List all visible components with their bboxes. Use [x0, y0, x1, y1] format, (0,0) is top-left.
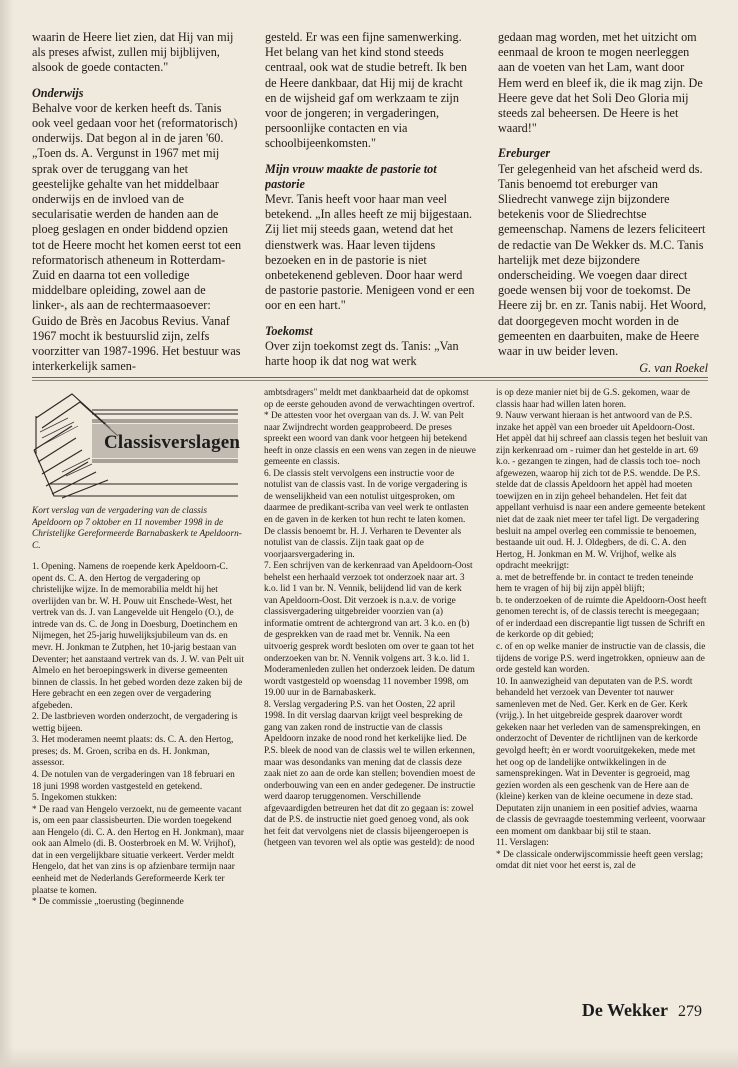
classis-banner-title: Classisverslagen: [104, 432, 241, 453]
subheading-onderwijs: Onderwijs: [32, 85, 84, 100]
report-item: a. met de betreffende br. in contact te treden teneinde hem te vragen of hij bij zijn appèl blijft;: [496, 572, 694, 595]
classis-column-2: [264, 388, 476, 988]
article-paragraph: gesteld. Er was een fijne samenwerking. Het belang van het kind stond steeds centraal, ook wat de studie betreft. Ik ben de Heere dankbaar, dat Hij mij de kracht en de wijsheid gaf om werkzaam te zijn voor de jongeren; in vergaderingen, persoonlijke contacten en via schoolbijeenkomsten.": [265, 30, 468, 151]
article-paragraph: Over zijn toekomst zegt ds. Tanis: „Van harte hoop ik dat nog wat werk: [265, 338, 459, 369]
report-item: * De classicale onderwijscommissie heeft geen verslag; omdat dit niet voor het eerst is, zal de: [496, 849, 704, 872]
report-item: ambtsdragers" meldt met dankbaarheid dat de opkomst op de eerste gehouden avond de verwachtingen overtrof.: [264, 388, 475, 410]
page-gutter-shadow: [0, 0, 14, 1068]
article-paragraph: Mevr. Tanis heeft voor haar man veel betekend. „In alles heeft ze mij bijgestaan. Zij liet mij steeds gaan, wetend dat het dienstwerk was. Haar leven tijdens bezoeken en in de pastorie is niet onbetekenend gebleven. Door haar werd de pastorie pastorie. Menigeen vond er een oor en een hart.": [265, 192, 475, 313]
report-item: 7. Een schrijven van de kerkenraad van Apeldoorn-Oost behelst een herhaald verzoek tot onderzoek naar art. 3 k.o. lid 1 van br. N. Vennik, belijdend lid van de kerk van Apeldoorn-Oost. Dit verzoek is n.a.v. de vorige classisvergadering uitgebreider voorzien van (a) informatie omtrent de achtergrond van art. 3 k.o. en (b) de gesprekken van de raad met br. Vennik. Na een uitvoerig gesprek wordt besloten om over te gaan tot het onderzoeken van br. N. Vennik volgens art. 3 k.o. lid 1. Moderamenleden zullen het onderzoek leiden. De datum wordt vastgesteld op woensdag 11 november 1998, om 19.00 uur in de Barnabaskerk.: [264, 561, 475, 699]
report-item: 8. Verslag vergadering P.S. van het Oosten, 22 april 1998. In dit verslag daarvan krijgt veel bespreking de gang van zaken rond de instructie van de classis Apeldoorn inzake de nood rond het kerkelijke lied. De P.S. bleek de nood van de classis wel te willen erkennen, maar was desondanks van mening dat de classis deze zaak niet zo aan de orde kan stellen; bovendien moest de onderbouwing van een en ander gedegener. De instructie werd daarop teruggenomen. Verschillende afgevaardigden betreuren het dat dit zo gegaan is: zowel dat de P.S. de instructie niet goed genoeg vond, als ook het feit dat vervolgens niet de classis bijeengeroepen is (hetgeen van tevoren wel als optie was gesteld): de nood: [264, 699, 476, 849]
author-signature: G. van Roekel: [639, 361, 708, 376]
report-item: 11. Verslagen:: [496, 838, 549, 849]
report-item: * De commissie „toerusting (beginnende: [32, 897, 184, 908]
report-item: * De attesten voor het overgaan van ds. J. W. van Pelt naar Zwijndrecht worden geapprobeerd. De preses spreekt een woord van dank voor hetgeen hij betekend heeft in onze classis en een wens van zegen in de nieuwe gemeente en classis.: [264, 411, 476, 468]
report-item: b. te onderzoeken of de ruimte die Apeldoorn-Oost heeft genomen terecht is, of de classis terecht is meegegaan; of er inderdaad een discrepantie ligt tussen de Schrift en de kerkorde op dit gebied;: [496, 595, 707, 641]
magazine-name: De Wekker: [581, 1000, 668, 1020]
page-footer: [582, 1000, 702, 1021]
classis-intro: Kort verslag van de vergadering van de classis Apeldoorn op 7 oktober en 11 november 1998 in de Christelijke Gereformeerde Barnabaskerk te Apeldoorn-C.: [32, 506, 242, 551]
page-bottom-shadow: [0, 1048, 738, 1068]
section-divider: [32, 377, 708, 378]
article-tanis: [32, 30, 708, 376]
report-item: c. of en op welke manier de instructie van de classis, die tijdens de vorige P.S. werd ingetrokken, opnieuw aan de orde gesteld kan worden.: [496, 642, 706, 676]
article-column-3: [498, 30, 708, 376]
report-item: 1. Opening. Namens de roepende kerk Apeldoorn-C. opent ds. C. A. den Hertog de vergadering op christelijke wijze. In de memorabilia meldt hij het overlijden van br. W. H. Pouw uit Enschede-West, het vertrek van ds. J. van Langevelde uit Hengelo (O.), de intrede van ds. C. de Jong in Doesburg, Doetinchem en Nijmegen, het 25-jarig huwelijksjubileum van ds. en mevr. H. Jonkman te Zutphen, het 10-jarig bestaan van Deventer; het aanstaand vertrek van ds. J. W. van Pelt uit Almelo en het beroepingswerk in diverse gemeenten binnen de classis. In het gebed worden deze zaken bij de Here gebracht en een zegen over de vergadering afgebeden.: [32, 562, 244, 711]
report-item: 10. In aanwezigheid van deputaten van de P.S. wordt behandeld het verzoek van Deventer tot nauwer samenleven met de Ned. Ger. Kerk en de Ger. Kerk (vrijg.). In het uitgebreide gesprek daarover wordt gekeken naar het verleden van de samensprekingen, en onderzocht of Deventer de richtlijnen van de kerkorde gevolgd heeft; èn er wordt vooruitgekeken, mede met het oog op de landelijke ontwikkelingen in de samensprekingen. Wat in Deventer is gegroeid, mag gezien worden als een geschenk van de Here aan de (kleine) kerken van de kleine oecumene in deze stad. Deputaten zijn unaniem in een positief advies, waarna de classis de gevraagde toestemming verleent, voorwaar een moment om dankbaar bij stil te staan.: [496, 676, 706, 837]
report-item: is op deze manier niet bij de G.S. gekomen, waar de classis haar had willen laten horen.: [496, 388, 690, 410]
subheading-toekomst: Toekomst: [265, 323, 313, 338]
classis-report: [32, 388, 708, 988]
report-item: 2. De lastbrieven worden onderzocht, de vergadering is wettig bijeen.: [32, 712, 238, 734]
classis-column-1: [32, 388, 244, 988]
article-paragraph: gedaan mag worden, met het uitzicht om eenmaal de kroon te mogen neerleggen aan de voeten van het Lam, want door Hem werd en bleef ik, die ik mag zijn. De Heere geve dat het Soli Deo Gloria mij steeds zal beheersen. De Heere is het waard!": [498, 30, 703, 136]
report-item: 9. Nauw verwant hieraan is het antwoord van de P.S. inzake het appèl van een broeder uit Apeldoorn-Oost. Het appèl dat hij schreef aan classis tegen het besluit van zijn kerkenraad om - ruimer dan het gestelde in art. 69 k.o. - gezangen te zingen, had de classis toch toe- noch afgewezen, waarop hij zich tot de P.S. wendde. De P.S. stelde dat de classis Apeldoorn het appèl had moeten toewijzen en in zijn geheel behandelen. Het feit dat appellant verhuisd is naar een andere gemeente betekent niet dat de zaak niet meer ter tafel ligt. De vergadering besluit na ampel overleg een commissie te benoemen, bestaande uit oud. H. J. Oldegbers, de di. C. A. den Hertog, H. Jonkman en M. W. Vrijhof, welke als opdracht meekrijgt:: [496, 411, 708, 572]
subheading-ereburger: Ereburger: [498, 146, 551, 161]
report-item: 6. De classis stelt vervolgens een instructie voor de notulist van de classis vast. In de vorige vergadering is de wenselijkheid van een notulist uitgesproken, om daarmee de predikant-scriba van veel werk te ontlasten en de gaven in de kerken tot hun recht te laten komen. De classis benoemt br. H. J. Verharen te Deventer als notulist van de classis. Zijn taak gaat op de voorjaarsvergadering in.: [264, 468, 469, 560]
article-column-1: [32, 30, 242, 376]
article-paragraph: Behalve voor de kerken heeft ds. Tanis ook veel gedaan voor het (reformatorisch) onderwijs. Dat begon al in de jaren '60. „Toen ds. A. Vergunst in 1967 met mij sprak over de teruggang van het geestelijke gehalte van het middelbaar onderwijs en de invloed van de secularisatie werden de handen aan de ploeg geslagen en onder biddend opzien tot de Heere mocht het komen eerst tot een reformatorisch atheneum in Rotterdam-Zuid en daarna tot een volledige middelbare opleiding, zowel aan de linker-, als aan de rechtermaasoever: Guido de Brès en Jacobus Revius. Vanaf 1967 mocht ik bestuurslid zijn, zelfs voorzitter van 1987-1996. Het bestuur was interkerkelijk samen-: [32, 100, 242, 374]
section-divider: [32, 380, 708, 381]
article-column-2: [265, 30, 475, 376]
report-item: * De raad van Hengelo verzoekt, nu de gemeente vacant is, om een paar classisbeurten. Die worden toegekend aan Hengelo (di. C. A. den Hertog en H. Jonkman), maar ook aan Almelo (di. B. Oosterbroek en M. W. Vrijhof), dat in een vergelijkbare situatie verkeert. Verder meldt Hengelo, dat het van zins is op afzienbare termijn naar eenheid met de Nederlands Gereformeerde Kerk ter plaatse te komen.: [32, 804, 244, 896]
classis-column-3: [496, 388, 708, 988]
article-paragraph: waarin de Heere liet zien, dat Hij van mij als preses afwist, zullen mij bijblijven, alsook de goede contacten.": [32, 30, 234, 75]
subheading-vrouw: Mijn vrouw maakte de pastorie tot pastorie: [265, 161, 437, 191]
report-item: 4. De notulen van de vergaderingen van 18 februari en 18 juni 1998 worden vastgesteld en getekend.: [32, 770, 235, 792]
page-number: 279: [678, 1003, 702, 1020]
classis-banner: [32, 388, 244, 506]
report-item: 3. Het moderamen neemt plaats: ds. C. A. den Hertog, preses; ds. M. Groen, scriba en ds. H. Jonkman, assessor.: [32, 735, 234, 769]
article-paragraph: Ter gelegenheid van het afscheid werd ds. Tanis benoemd tot ereburger van Sliedrecht vanwege zijn bijzondere betekenis voor de Sliedrechtse gemeenschap. Namens de lezers feliciteert de redactie van De Wekker ds. M.C. Tanis hartelijk met deze bijzondere onderscheiding. We voegen daar direct goede wensen bij voor de toekomst. De Heere zij br. en zr. Tanis nabij. Het Woord, dat doorgegeven mocht worden in de gemeenten en daarbuiten, make de Heere waar in uw beider leven.: [498, 161, 707, 359]
report-item: 5. Ingekomen stukken:: [32, 793, 117, 804]
